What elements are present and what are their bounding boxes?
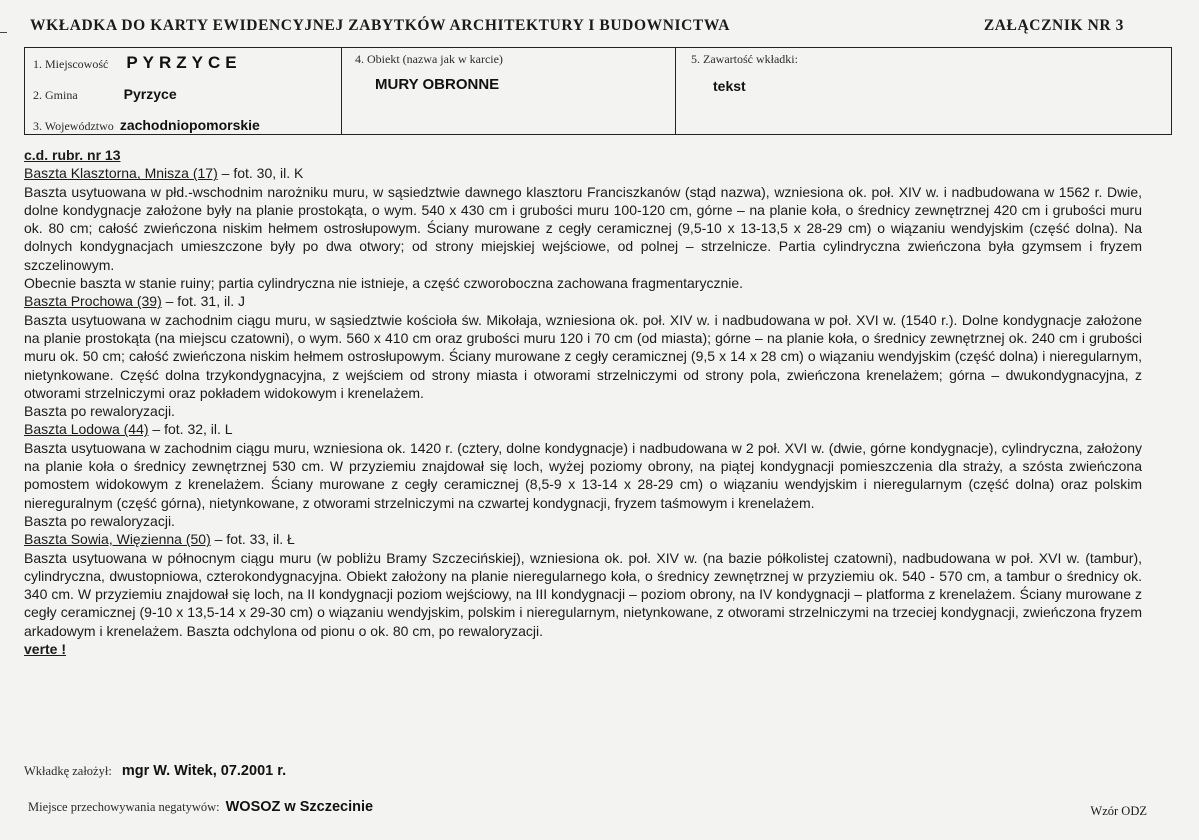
town-label: 1. Miejscowość bbox=[33, 57, 109, 71]
storage-label: Miejsce przechowywania negatywów: bbox=[28, 800, 220, 814]
storage-value: WOSOZ w Szczecinie bbox=[225, 799, 374, 815]
section-text: Baszta usytuowana w zachodnim ciągu muru, w sąsiedztwie kościoła św. Mikołaja, wzniesiona ok. poł. XIV w. i nadbudowana w poł. XVI w. (1540 r.). Dolne kondygnacje założone na planie prostokąta (na miejscu czatowni), o wym. 560 x 410 cm oraz grubości muru 120 i 70 cm (od miasta); górne – na planie koła, o średnicy zewnętrznej ok. 240 cm i grubości muru ok. 50 cm; całość zwieńczona niskim hełmem ostrosłupowym. Ściany murowane z cegły ceramicznej (9,5 x 14 x 28 cm) o wiązaniu wendyjskim (część dolna) i nieregularnym, nietynkowane. Część dolna trzykondygnacyjna, z wejściem od strony miasta i otworami strzelniczymi od strony pola, zwieńczona krenelażem; górna – dwukondygnacyjna, z otworami strzelniczymi oraz pokładem widokowym i krenelażem. bbox=[24, 311, 1142, 401]
contents-label: 5. Zawartość wkładki: bbox=[691, 52, 798, 66]
gmina-label: 2. Gmina bbox=[33, 88, 78, 102]
section-note: Baszta po rewaloryzacji. bbox=[24, 403, 175, 420]
voivodeship-label: 3. Województwo bbox=[33, 119, 114, 133]
document-body bbox=[24, 146, 1142, 658]
edge-mark bbox=[0, 32, 7, 33]
town-row bbox=[33, 53, 242, 73]
author-row bbox=[24, 762, 286, 780]
metadata-box bbox=[24, 47, 1172, 135]
section-note: Baszta po rewaloryzacji. bbox=[24, 512, 175, 529]
section-heading bbox=[24, 420, 1142, 438]
section-heading bbox=[24, 292, 1142, 310]
section-title: Baszta Klasztorna, Mnisza (17) bbox=[24, 165, 218, 182]
form-code: Wzór ODZ bbox=[1090, 804, 1147, 818]
section-text: Baszta usytuowana w zachodnim ciągu muru, wzniesiona ok. 1420 r. (cztery, dolne kondygnacje) i nadbudowana w 2 poł. XVI w. (dwie, górne kondygnacje), cylindryczna, założony na planie koła o średnicy zewnętrznej 530 cm. W przyziemiu znajdował się loch, wyżej poziomy obrony, na piątej kondygnacji pomieszczenia dla straży, a szósta zwieńczona pomostem widokowym z krenelażem. Ściany murowane z cegły ceramicznej (8,5-9 x 13-14 x 28-29 cm) o wiązaniu wendyjskim i nieregularnym (część dolna) oraz polskim niereguralnym (część górna), nietynkowane, z otworami strzelniczymi na czwartej kondygnacji, fryzem taśmowym i krenelażem. bbox=[24, 439, 1142, 511]
annex-number: ZAŁĄCZNIK NR 3 bbox=[983, 17, 1124, 34]
section-title: Baszta Lodowa (44) bbox=[24, 421, 149, 438]
section-text: Baszta usytuowana w płd.-wschodnim narożniku muru, w sąsiedztwie dawnego klasztoru Franciszkanów (stąd nazwa), wzniesiona ok. poł. XIV w. i nadbudowana w 1562 r. Dwie, dolne kondygnacje założone były na planie prostokąta, o wym. 540 x 430 cm i grubości muru 100-120 cm, górne – na planie koła, o średnicy zewnętrznej 420 cm i grubości muru ok. 80 cm; całość zwieńczona niskim hełmem ostrosłupowym. Ściany murowane z cegły ceramicznej (9,5-10 x 13-13,5 x 28-29 cm) o wiązaniu wendyjskim (część dolna). Na dolnych kondygnacjach umieszczone były po dwa otwory; od strony miejskiej wejściowe, od polnej – strzelnicze. Partia cylindryczna zwieńczona była gzymsem i fryzem szczelinowym. bbox=[24, 183, 1142, 273]
town-value: PYRZYCE bbox=[126, 53, 242, 72]
section-ref: – fot. 30, il. K bbox=[217, 165, 304, 182]
voivodeship-value: zachodniopomorskie bbox=[119, 117, 260, 133]
section-heading bbox=[24, 164, 1142, 182]
section-ref: – fot. 32, il. L bbox=[148, 421, 233, 438]
document-title: WKŁADKA DO KARTY EWIDENCYJNEJ ZABYTKÓW ARCHITEKTURY I BUDOWNICTWA bbox=[30, 17, 731, 34]
gmina-row bbox=[33, 86, 177, 104]
section-text: Baszta usytuowana w północnym ciągu muru (w pobliżu Bramy Szczecińskiej), wzniesiona ok. poł. XIV w. (na bazie półkolistej czatowni), nadbudowana w poł. XVI w. (tambur), cylindryczna, dwustopniowa, czterokondygnacyjna. Obiekt założony na planie nieregularnego koła, o średnicy zewnętrznej w przyziemiu ok. 540 - 570 cm, a tambur o średnicy ok. 340 cm. W przyziemiu znajdował się loch, na II kondygnacji poziom wejściowy, na III kondygnacji – poziom obrony, na IV kondygnacji – platforma z krenelażem. Ściany murowane z cegły ceramicznej (9-10 x 13,5-14 x 29-30 cm) o wiązaniu wendyjskim, polskim i nieregularnym, nietynkowane, z otworami strzelniczymi na trzeciej kondygnacji, zwieńczona fryzem arkadowym i krenelażem. Baszta odchylona od pionu o ok. 80 cm, po rewaloryzacji. bbox=[24, 549, 1142, 639]
verte-marker: verte ! bbox=[24, 641, 67, 658]
section-note: Obecnie baszta w stanie ruiny; partia cylindryczna nie istnieje, a część czworoboczna zachowana fragmentarycznie. bbox=[24, 275, 744, 292]
section-ref: – fot. 31, il. J bbox=[161, 293, 245, 310]
section-heading bbox=[24, 530, 1142, 548]
section-title: Baszta Prochowa (39) bbox=[24, 293, 162, 310]
object-column bbox=[341, 48, 676, 134]
location-column bbox=[25, 48, 342, 134]
storage-row bbox=[28, 798, 373, 816]
author-value: mgr W. Witek, 07.2001 r. bbox=[121, 763, 287, 779]
contents-value: tekst bbox=[713, 78, 746, 94]
section-ref: – fot. 33, il. Ł bbox=[210, 531, 295, 548]
contents-column bbox=[675, 48, 1171, 134]
section-title: Baszta Sowia, Więzienna (50) bbox=[24, 531, 211, 548]
rubric-heading: c.d. rubr. nr 13 bbox=[24, 147, 121, 163]
voivodeship-row bbox=[33, 117, 260, 135]
object-label: 4. Obiekt (nazwa jak w karcie) bbox=[355, 52, 503, 66]
gmina-value: Pyrzyce bbox=[123, 86, 177, 102]
object-value: MURY OBRONNE bbox=[375, 76, 500, 93]
author-label: Wkładkę założył: bbox=[24, 764, 112, 778]
